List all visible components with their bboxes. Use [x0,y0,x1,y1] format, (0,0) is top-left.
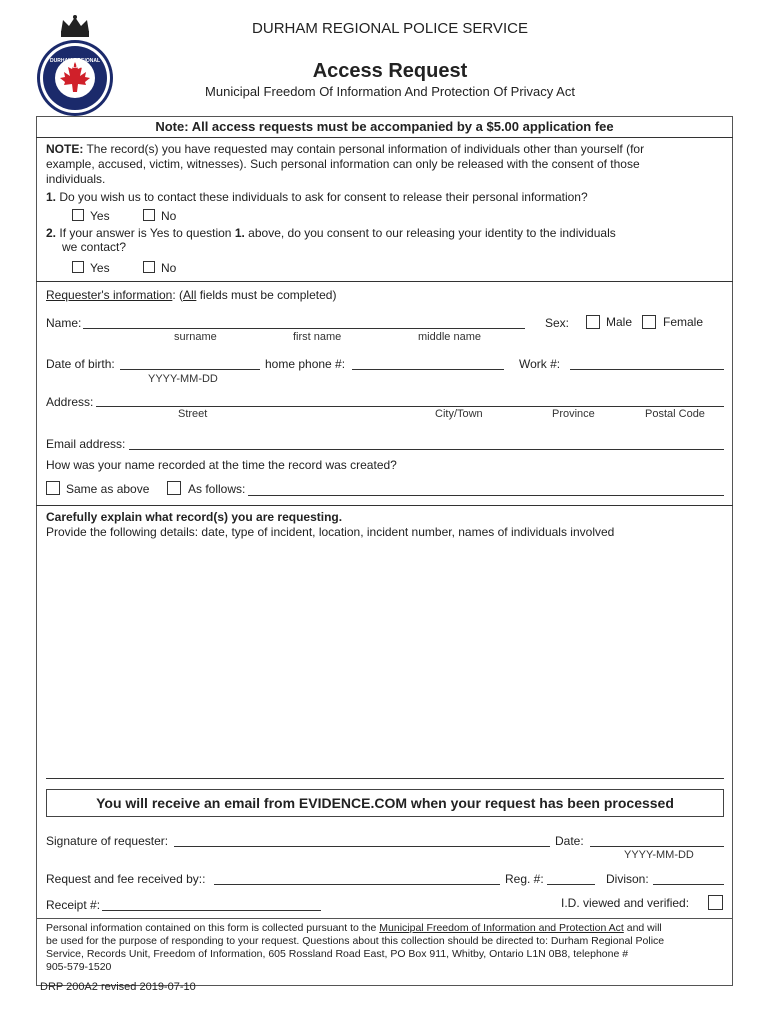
reg-number-label: Reg. #: [505,872,544,886]
note-label: NOTE: [46,142,84,156]
question-2-text-c: we contact? [62,240,127,254]
province-caption: Province [552,408,595,420]
fee-heading: Note: All access requests must be accompanied by a $5.00 application fee [155,119,614,134]
requester-heading-note-a: : ( [172,288,184,302]
street-caption: Street [178,408,208,420]
q2-no-label: No [161,261,177,275]
division-input[interactable] [653,884,724,885]
same-as-above-checkbox[interactable] [46,481,60,495]
female-label: Female [663,315,704,329]
email-banner: You will receive an email from EVIDENCE.COM when your request has been processed [46,789,724,817]
address-label: Address: [46,395,94,409]
agency-name: DURHAM REGIONAL POLICE SERVICE [252,20,528,37]
male-label: Male [606,315,633,329]
first-name-caption: first name [293,331,342,343]
male-checkbox[interactable] [586,315,600,329]
note-line-1 [46,142,644,156]
page-title: Access Request [312,60,468,82]
date-label: Date: [555,834,584,848]
q1-yes-label: Yes [90,209,110,223]
question-2-text-a: If your answer is Yes to question [59,226,232,240]
divider [36,505,733,506]
name-label: Name: [46,316,82,330]
q1-no-checkbox[interactable] [143,209,155,221]
received-by-input[interactable] [214,884,500,885]
requester-heading [46,288,336,302]
privacy-line-3: Service, Records Unit, Freedom of Information, 605 Rossland Road East, PO Box 911, Whitby, Ontario L1N 0B8, telephone # [46,948,629,960]
female-checkbox[interactable] [642,315,656,329]
logo-text: DURHAM REGIONAL POLICE [50,58,100,70]
dob-format-caption: YYYY-MM-DD [148,373,218,385]
same-as-above-label: Same as above [66,482,150,496]
page-subtitle: Municipal Freedom Of Information And Protection Of Privacy Act [205,84,575,99]
question-2-number: 2. [46,226,57,240]
divider [36,281,733,282]
email-label: Email address: [46,437,126,451]
city-caption: City/Town [435,408,483,420]
q1-no-label: No [161,209,177,223]
requester-heading-all: All [183,288,197,302]
address-input[interactable] [96,406,724,407]
question-1-number: 1. [46,190,57,204]
privacy-text-a: Personal information contained on this form is collected pursuant to the [46,922,377,934]
privacy-line-2: be used for the purpose of responding to your request. Questions about this collection should be directed to: Durham Regional Police [46,935,665,947]
privacy-line-1 [46,922,662,934]
records-textarea[interactable] [46,542,724,778]
q2-yes-checkbox[interactable] [72,261,84,273]
note-line-2: example, accused, victim, witnesses). Such personal information can only be released with the consent of those [46,157,640,171]
signature-label: Signature of requester: [46,834,169,848]
note-line-3: individuals. [46,172,106,186]
reg-number-input[interactable] [547,884,595,885]
signature-input[interactable] [174,846,550,847]
name-recorded-question: How was your name recorded at the time the record was created? [46,458,397,472]
id-verified-label: I.D. viewed and verified: [561,896,690,910]
receipt-input[interactable] [102,910,321,911]
note-text-1: The record(s) you have requested may contain personal information of individuals other than yourself (for [86,142,645,156]
requester-heading-title: Requester's information [46,288,173,302]
privacy-act-link[interactable]: Municipal Freedom of Information and Protection Act [379,922,624,934]
id-verified-checkbox[interactable] [708,895,723,910]
as-follows-input[interactable] [248,495,724,496]
question-2 [46,226,616,240]
receipt-label: Receipt #: [46,898,101,912]
divider [36,137,733,138]
question-1 [46,190,588,204]
home-phone-label: home phone #: [265,357,346,371]
records-bottom-line [46,778,724,779]
sex-label: Sex: [545,316,570,330]
as-follows-label: As follows: [188,482,246,496]
form-revision: DRP 200A2 revised 2019-07-10 [40,981,196,993]
privacy-text-b: and will [626,922,662,934]
dob-input[interactable] [120,369,260,370]
q2-no-checkbox[interactable] [143,261,155,273]
work-phone-label: Work #: [519,357,561,371]
q1-yes-checkbox[interactable] [72,209,84,221]
as-follows-checkbox[interactable] [167,481,181,495]
email-input[interactable] [129,449,724,450]
date-input[interactable] [590,846,724,847]
name-input[interactable] [83,328,525,329]
question-2-ref: 1. [234,226,245,240]
postal-code-caption: Postal Code [645,408,705,420]
requester-heading-note-b: fields must be completed) [196,288,337,302]
privacy-line-4: 905-579-1520 [46,961,112,973]
received-by-label: Request and fee received by:: [46,872,206,886]
dob-label: Date of birth: [46,357,115,371]
work-phone-input[interactable] [570,369,724,370]
middle-name-caption: middle name [418,331,481,343]
question-2-text-b: above, do you consent to our releasing your identity to the individuals [248,226,616,240]
records-heading: Carefully explain what record(s) you are requesting. [46,510,343,524]
date-format-caption: YYYY-MM-DD [624,849,694,861]
surname-caption: surname [174,331,217,343]
question-1-text: Do you wish us to contact these individuals to ask for consent to release their personal information? [59,190,588,204]
q2-yes-label: Yes [90,261,110,275]
records-instructions: Provide the following details: date, type of incident, location, incident number, names of individuals involved [46,525,615,539]
home-phone-input[interactable] [352,369,504,370]
division-label: Divison: [606,872,649,886]
